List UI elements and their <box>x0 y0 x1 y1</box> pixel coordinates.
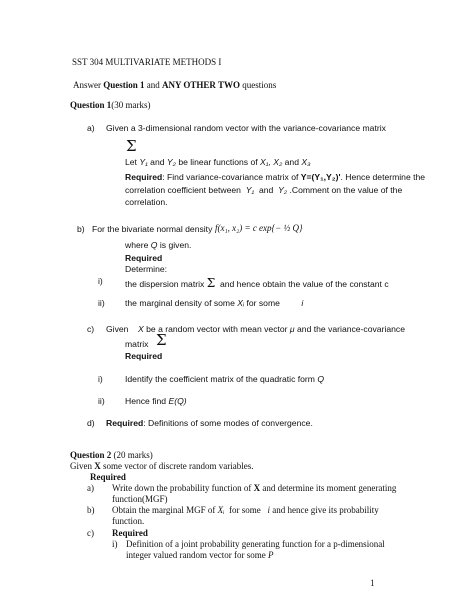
q1b-i-text: the dispersion matrix Σ and hence obtain the value of the constant c <box>125 276 389 290</box>
q1b-i-sigma: Σ <box>206 276 216 290</box>
q1c-i-label: i) <box>98 374 103 384</box>
q1a-line2: Let Y₁ and Y₂ be linear functions of X₁, X₂ and X₃ <box>125 157 311 167</box>
q1c-ii-text: Hence find E(Q) <box>125 396 187 406</box>
q1c-required: Required <box>125 351 163 361</box>
q2c-i-line2: integer valued random vector for some P <box>126 550 274 560</box>
q1a-sigma: Σ <box>126 137 137 155</box>
q1a-label: a) <box>87 123 95 133</box>
q1b-where: where Q is given. <box>125 240 192 250</box>
question-2-heading: Question 2 (20 marks) <box>70 450 153 460</box>
q1b-label: b) <box>77 224 85 234</box>
q2-required: Required <box>90 472 126 482</box>
q2a-line1: Write down the probability function of X and determine its moment generating <box>112 483 397 493</box>
course-title: SST 304 MULTIVARIATE METHODS I <box>72 57 222 67</box>
q1c-matrix-word: matrix <box>125 339 149 349</box>
q1b-density-formula: f(x₁, x₂) = c exp{− ½ Q} <box>215 223 303 233</box>
q2c-label: c) <box>87 528 94 538</box>
q2b-line1: Obtain the marginal MGF of Xᵢ for some i and hence give its probability <box>112 505 379 515</box>
q1c-sigma: Σ <box>156 331 167 349</box>
q1a-required-line: Required: Find variance-covariance matrix of Y=(Y₁,Y₂)'. Hence determine the <box>125 172 426 182</box>
exam-instructions: Answer Question 1 and ANY OTHER TWO questions <box>73 80 277 90</box>
q1b-text: For the bivariate normal density <box>92 224 213 234</box>
q1a-line4: correlation coefficient between Y₁ and Y₂ .Comment on the value of the <box>125 185 403 195</box>
q1c-label: c) <box>87 324 95 334</box>
page-number: 1 <box>370 578 375 588</box>
q1c-i-text: Identify the coefficient matrix of the quadratic form Q <box>125 374 325 384</box>
q2a-line2: function(MGF) <box>112 494 168 504</box>
q1a-line1: Given a 3-dimensional random vector with the variance-covariance matrix <box>106 123 386 133</box>
q1b-required: Required <box>125 253 163 263</box>
q1a-line5: correlation. <box>125 197 168 207</box>
q2b-label: b) <box>87 505 95 515</box>
question-1-heading: Question 1(30 marks) <box>70 100 151 110</box>
q1b-i-label: i) <box>98 276 103 286</box>
q2b-line2: function. <box>112 516 145 526</box>
q1b-determine: Determine: <box>125 264 168 274</box>
q1c-ii-label: ii) <box>98 396 105 406</box>
q1d-text: Required: Definitions of some modes of convergence. <box>106 418 313 428</box>
q2c-i-line1: Definition of a joint probability generating function for a p-dimensional <box>126 539 385 549</box>
q2-intro: Given X some vector of discrete random variables. <box>70 461 254 471</box>
q2c-required: Required <box>112 528 148 538</box>
q1d-label: d) <box>87 418 95 428</box>
q2a-label: a) <box>87 483 94 493</box>
q2c-i-label: i) <box>112 539 118 549</box>
q1b-ii-text: the marginal density of some Xᵢ for some i <box>125 298 304 308</box>
q1b-ii-label: ii) <box>98 298 105 308</box>
q1c-line1: Given X be a random vector with mean vector μ and the variance-covariance <box>106 324 405 334</box>
